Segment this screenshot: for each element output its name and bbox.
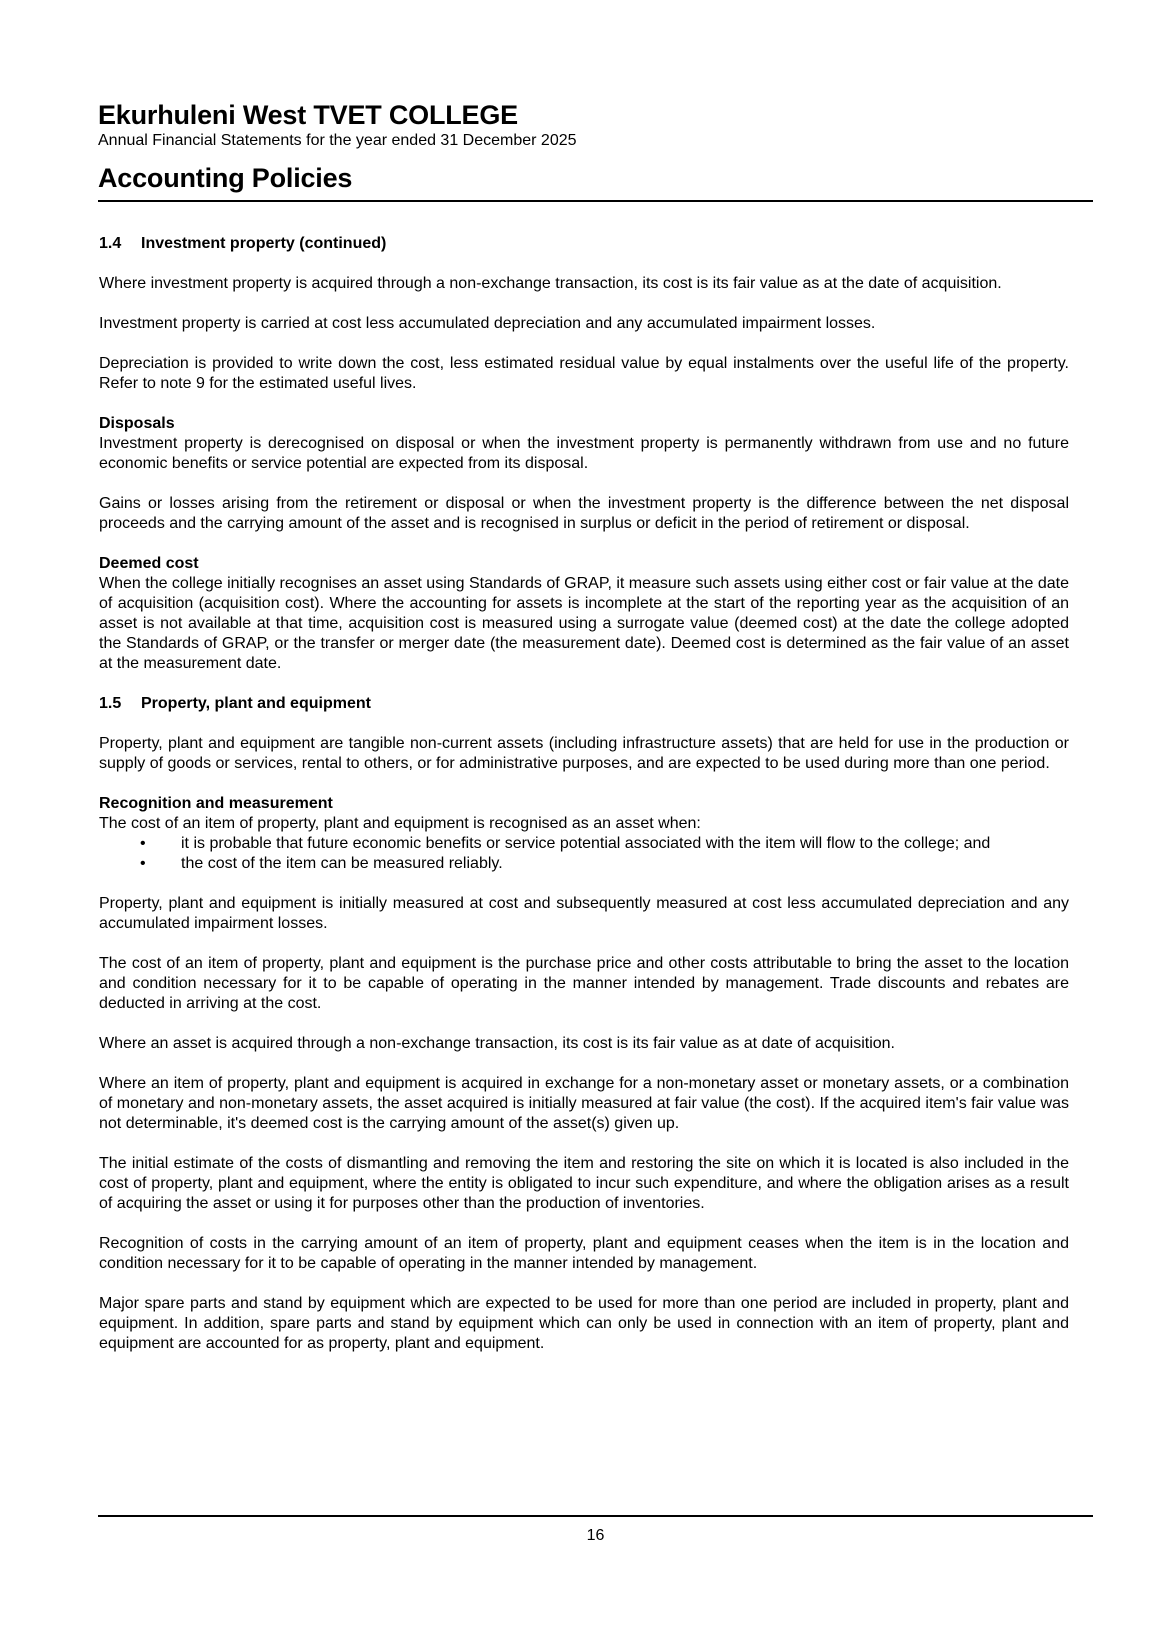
paragraph: Investment property is carried at cost less accumulated depreciation and any accumulated impairment losses. [99, 315, 876, 332]
section-heading-1-4 [99, 234, 1069, 254]
paragraph: Where an item of property, plant and equipment is acquired in exchange for a non-monetary asset or monetary assets, or a combination of monetary and non-monetary assets, the asset acquired is initially measured at fair value (the cost). If the acquired item's fair value was not determinable, it's deemed cost is the carrying amount of the asset(s) given up. [99, 1075, 1069, 1132]
section-number: 1.5 [99, 695, 122, 712]
paragraph: The cost of an item of property, plant and equipment is the purchase price and other costs attributable to bring the asset to the location and condition necessary for it to be capable of operating in the manner intended by management. Trade discounts and rebates are deducted in arriving at the cost. [99, 955, 1069, 1012]
footer-divider [98, 1515, 1093, 1517]
list-item-text: it is probable that future economic benefits or service potential associated with the item will flow to the college; and [181, 835, 991, 852]
header-divider [98, 200, 1093, 202]
bullet-list [99, 834, 1069, 874]
paragraph: The initial estimate of the costs of dismantling and removing the item and restoring the site on which it is located is also included in the cost of property, plant and equipment, where the entity is obligated to incur such expenditure, and where the obligation arises as a result of acquiring the asset or using it for purposes other than the production of inventories. [99, 1155, 1069, 1212]
paragraph: Recognition of costs in the carrying amount of an item of property, plant and equipment ceases when the item is in the location and condition necessary for it to be capable of operating in the manner intended by management. [99, 1235, 1069, 1272]
page-number: 16 [586, 1527, 605, 1544]
disposals-block [99, 414, 1069, 474]
list-item [99, 854, 1069, 874]
paragraph: Property, plant and equipment is initially measured at cost and subsequently measured at cost less accumulated depreciation and any accumulated impairment losses. [99, 895, 1069, 932]
subheading-recognition: Recognition and measurement [99, 795, 333, 812]
paragraph: Gains or losses arising from the retirement or disposal or when the investment property is the difference between the net disposal proceeds and the carrying amount of the asset and is recognised in surplus or deficit in the period of retirement or disposal. [99, 495, 1069, 532]
paragraph: Where investment property is acquired through a non-exchange transaction, its cost is its fair value as at the date of acquisition. [99, 275, 1002, 292]
page-header [98, 99, 1093, 194]
section-title: Investment property (continued) [141, 235, 387, 252]
bullet-icon: • [140, 855, 146, 872]
section-number: 1.4 [99, 235, 122, 252]
paragraph: The cost of an item of property, plant and equipment is recognised as an asset when: [99, 815, 701, 832]
subheading-deemed-cost: Deemed cost [99, 555, 199, 572]
page-content [99, 234, 1069, 1374]
page-title: Accounting Policies [98, 163, 353, 193]
organisation-name: Ekurhuleni West TVET COLLEGE [98, 100, 518, 130]
document-subtitle: Annual Financial Statements for the year ended 31 December 2025 [98, 132, 577, 149]
recognition-block [99, 794, 1069, 874]
paragraph: Depreciation is provided to write down the cost, less estimated residual value by equal instalments over the useful life of the property. Refer to note 9 for the estimated useful lives. [99, 355, 1069, 392]
list-item-text: the cost of the item can be measured reliably. [181, 855, 503, 872]
deemed-cost-block [99, 554, 1069, 674]
bullet-icon: • [140, 835, 146, 852]
section-heading-1-5 [99, 694, 1069, 714]
subheading-disposals: Disposals [99, 415, 175, 432]
paragraph: Investment property is derecognised on disposal or when the investment property is permanently withdrawn from use and no future economic benefits or service potential are expected from its disposal. [99, 435, 1069, 472]
list-item [99, 834, 1069, 854]
paragraph: Where an asset is acquired through a non-exchange transaction, its cost is its fair value as at date of acquisition. [99, 1035, 895, 1052]
section-title: Property, plant and equipment [141, 695, 371, 712]
paragraph: Major spare parts and stand by equipment which are expected to be used for more than one period are included in property, plant and equipment. In addition, spare parts and stand by equipment which can only be used in connection with an item of property, plant and equipment are accounted for as property, plant and equipment. [99, 1295, 1069, 1352]
paragraph: Property, plant and equipment are tangible non-current assets (including infrastructure assets) that are held for use in the production or supply of goods or services, rental to others, or for administrative purposes, and are expected to be used during more than one period. [99, 735, 1069, 772]
paragraph: When the college initially recognises an asset using Standards of GRAP, it measure such assets using either cost or fair value at the date of acquisition (acquisition cost). Where the accounting for assets is incomplete at the start of the reporting year as the acquisition of an asset is not available at that time, acquisition cost is measured using a surrogate value (deemed cost) at the date the college adopted the Standards of GRAP, or the transfer or merger date (the measurement date). Deemed cost is determined as the fair value of an asset at the measurement date. [99, 575, 1070, 672]
